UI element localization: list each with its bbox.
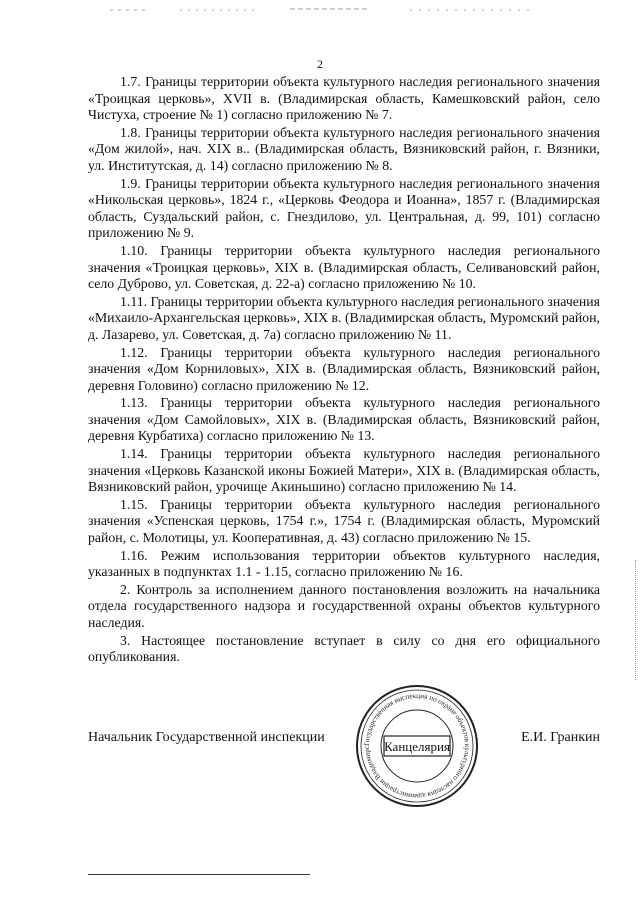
paragraph-2: 2. Контроль за исполнением данного постановления возложить на начальника отдела государственного надзора и государственной охраны объектов культурного наследия.	[88, 581, 600, 630]
scan-edge-mark	[635, 560, 636, 680]
paragraph-1-16: 1.16. Режим использования территории объектов культурного наследия, указанных в подпунктах 1.1 - 1.15, согласно приложению № 16.	[88, 547, 600, 580]
paragraph-1-8: 1.8. Границы территории объекта культурного наследия регионального значения «Дом жилой», нач. XIX в.. (Владимирская область, Вязниковский район, г. Вязники, ул. Институтская, д. 14) согласно приложению № 8.	[88, 124, 600, 173]
paragraph-1-15: 1.15. Границы территории объекта культурного наследия регионального значения «Успенская церковь, 1754 г.», 1754 г. (Владимирская область, Муромский район, с. Молотицы, ул. Кооперативная, д. 43) согласно приложению № 15.	[88, 496, 600, 546]
paragraph-3: 3. Настоящее постановление вступает в силу со дня его официального опубликования.	[88, 632, 600, 665]
paragraph-1-12: 1.12. Границы территории объекта культурного наследия регионального значения «Дом Корниловых», XIX в. (Владимирская область, Вязниковский район, деревня Головино) согласно приложению № 12.	[88, 344, 600, 393]
page-number: 2	[317, 57, 323, 71]
official-stamp-seal	[354, 683, 480, 809]
signatory-position: Начальник Государственной инспекции	[88, 730, 325, 745]
paragraph-1-7: 1.7. Границы территории объекта культурного наследия регионального значения «Троицкая церковь», XVII в. (Владимирская область, Камешковский район, село Чистуха, строение № 1) согласно приложению № 7.	[88, 74, 600, 123]
scan-top-marks	[110, 6, 530, 14]
document-body	[88, 74, 600, 667]
paragraph-1-9: 1.9. Границы территории объекта культурного наследия регионального значения «Никольская церковь», 1824 г., «Церковь Феодора и Иоанна», 1857 г. (Владимирская область, Суздальский район, с. Гнездилово, ул. Центральная, д. 99, 101) согласно приложению № 9.	[88, 175, 600, 241]
stamp-center-text: Канцелярия	[384, 739, 450, 754]
stamp-ring-text: Государственная инспекция по охране объектов культурного наследия администрации Владимирс	[362, 691, 472, 801]
paragraph-1-14: 1.14. Границы территории объекта культурного наследия регионального значения «Церковь Казанской иконы Божией Матери», XIX в. (Владимирская область, Вязниковский район, урочище Акиньшино) согласно приложению № 14.	[88, 446, 600, 495]
bottom-rule	[88, 874, 310, 875]
paragraph-1-13: 1.13. Границы территории объекта культурного наследия регионального значения «Дом Самойловых», XIX в. (Владимирская область, Вязниковский район, деревня Курбатиха) согласно приложению № 13.	[88, 395, 600, 444]
signatory-name: Е.И. Гранкин	[521, 730, 600, 745]
paragraph-1-10: 1.10. Границы территории объекта культурного наследия регионального значения «Троицкая церковь», XIX в. (Владимирская область, Селивановский район, село Дуброво, ул. Советская, д. 22-а) согласно приложению № 10.	[88, 242, 600, 292]
paragraph-1-11: 1.11. Границы территории объекта культурного наследия регионального значения «Михаило-Архангельская церковь», XIX в. (Владимирская область, Муромский район, д. Лазарево, ул. Советская, д. 7а) согласно приложению № 11.	[88, 293, 600, 342]
